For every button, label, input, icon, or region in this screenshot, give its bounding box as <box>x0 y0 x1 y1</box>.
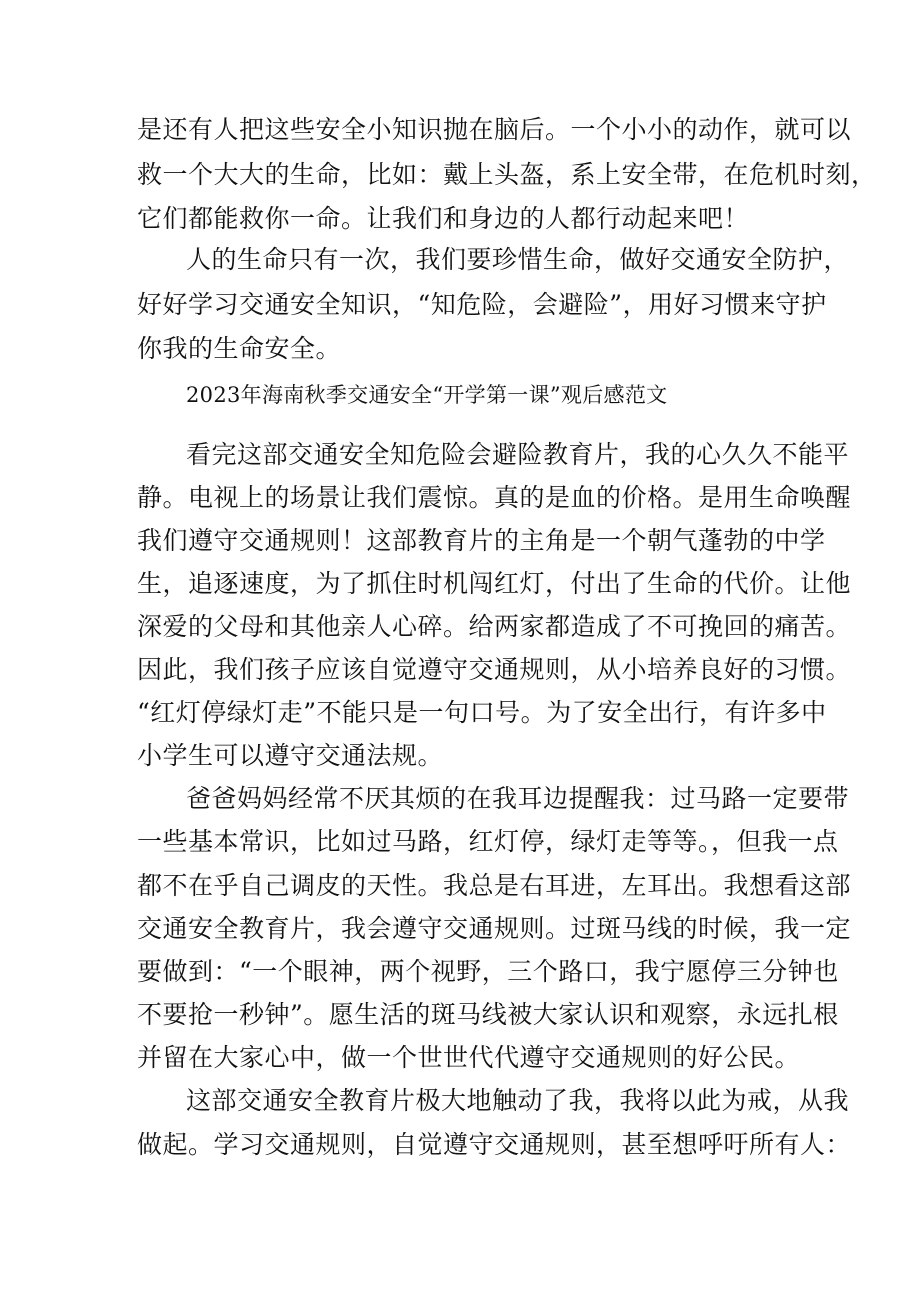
p1-line-5: 深爱的父母和其他亲人心碎。给两家都造成了不可挽回的痛苦。 <box>137 612 852 641</box>
p1-line-4: 生，追逐速度，为了抓住时机闯红灯，付出了生命的代价。让他 <box>137 569 852 598</box>
p2-line-4: 交通安全教育片，我会遵守交通规则。过斑马线的时候，我一定 <box>137 914 852 943</box>
p1-line-6: 因此，我们孩子应该自觉遵守交通规则，从小培养良好的习惯。 <box>137 655 852 684</box>
closing-line-3: 你我的生命安全。 <box>137 334 342 363</box>
intro-line-1: 是还有人把这些安全小知识抛在脑后。一个小小的动作，就可以 <box>137 115 852 144</box>
p1-line-8: 小学生可以遵守交通法规。 <box>137 741 444 770</box>
closing-line-1: 人的生命只有一次，我们要珍惜生命，做好交通安全防护， <box>186 245 850 274</box>
p2-line-3: 都不在乎自己调皮的天性。我总是右耳进，左耳出。我想看这部 <box>137 871 852 900</box>
section-title: 2023年海南秋季交通安全“开学第一课”观后感范文 <box>186 383 668 407</box>
p2-line-6: 不要抢一秒钟”。愿生活的斑马线被大家认识和观察，永远扎根 <box>137 1000 839 1029</box>
p2-line-1: 爸爸妈妈经常不厌其烦的在我耳边提醒我：过马路一定要带 <box>186 784 850 813</box>
p3-line-1: 这部交通安全教育片极大地触动了我，我将以此为戒，从我 <box>186 1086 850 1115</box>
p1-line-3: 我们遵守交通规则！这部教育片的主角是一个朝气蓬勃的中学 <box>137 526 826 555</box>
p2-line-2: 一些基本常识，比如过马路，红灯停，绿灯走等等。，但我一点 <box>137 827 839 856</box>
closing-line-2: 好好学习交通安全知识，“知危险，会避险”，用好习惯来守护 <box>137 290 827 319</box>
p1-line-2: 静。电视上的场景让我们震惊。真的是血的价格。是用生命唤醒 <box>137 483 852 512</box>
intro-line-2: 救一个大大的生命，比如：戴上头盔，系上安全带，在危机时刻， <box>137 160 877 189</box>
intro-line-3: 它们都能救你一命。让我们和身边的人都行动起来吧！ <box>137 204 750 233</box>
p2-line-5: 要做到：“一个眼神，两个视野，三个路口，我宁愿停三分钟也 <box>137 957 839 986</box>
p1-line-7: “红灯停绿灯走”不能只是一句口号。为了安全出行，有许多中 <box>137 698 827 727</box>
p1-line-1: 看完这部交通安全知危险会避险教育片，我的心久久不能平 <box>186 440 850 469</box>
p3-line-2: 做起。学习交通规则，自觉遵守交通规则，甚至想呼吁所有人： <box>137 1130 852 1159</box>
p2-line-7: 并留在大家心中，做一个世世代代遵守交通规则的好公民。 <box>137 1043 801 1072</box>
